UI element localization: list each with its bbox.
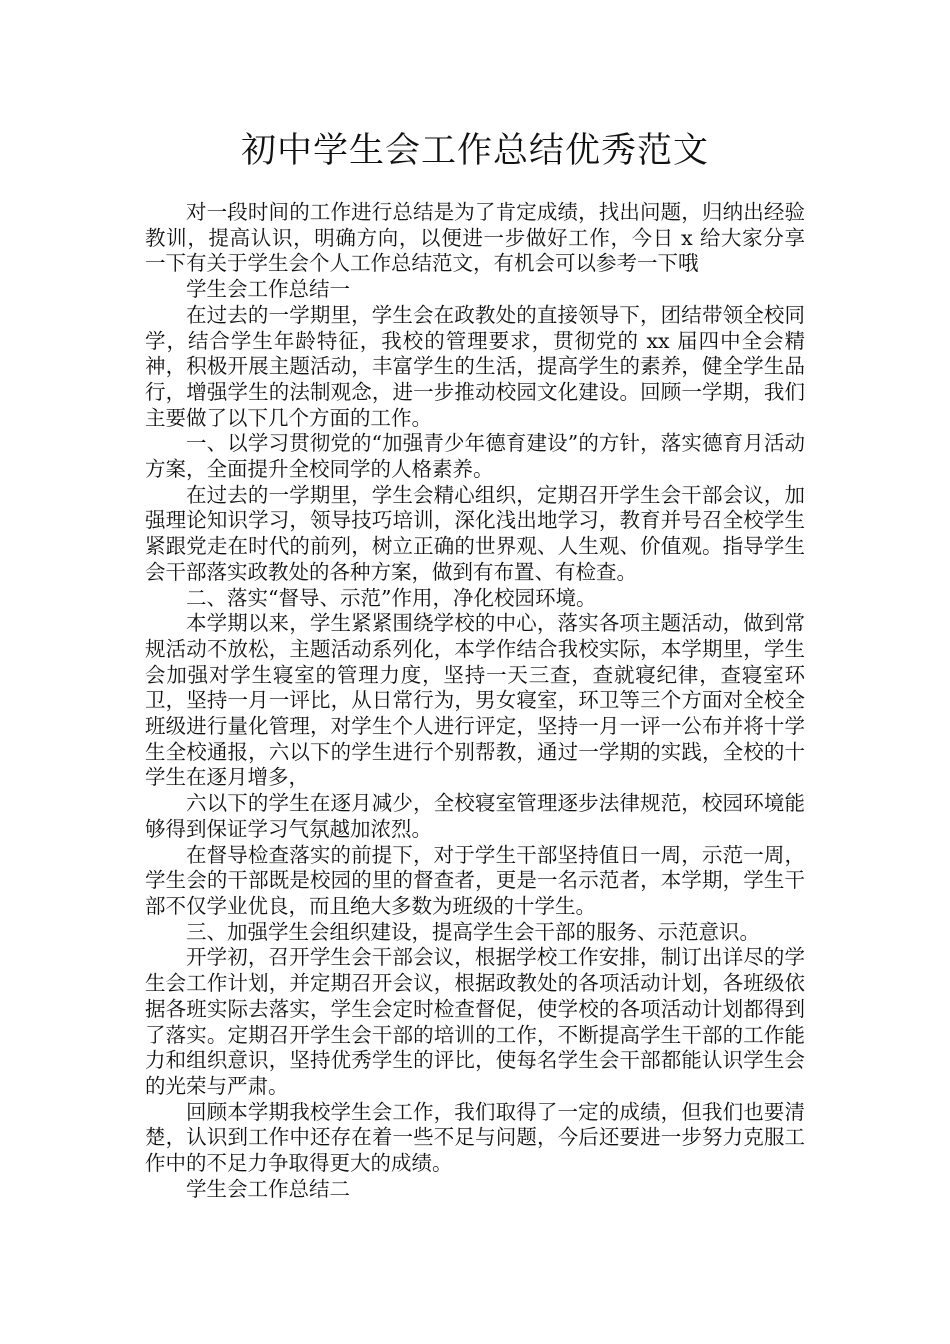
paragraph: 本学期以来，学生紧紧围绕学校的中心，落实各项主题活动，做到常规活动不放松，主题活动系列化，本学作结合我校实际，本学期里，学生会加强对学生寝室的管理力度，坚持一天三查，查就寝纪律，查寝室环卫，坚持一月一评比，从日常行为，男女寝室，环卫等三个方面对全校全班级进行量化管理，对学生个人进行评定，坚持一月一评一公布并将十学生全校通报，六以下的学生进行个别帮教，通过一学期的实践，全校的十学生在逐月增多，: [145, 611, 805, 790]
paragraph-review: 回顾本学期我校学生会工作，我们取得了一定的成绩，但我们也要清楚，认识到工作中还存在着一些不足与问题，今后还要进一步努力克服工作中的不足力争取得更大的成绩。: [145, 1099, 805, 1176]
paragraph: 开学初，召开学生会干部会议，根据学校工作安排，制订出详尽的学生会工作计划，并定期召开会议，根据政教处的各项活动计划，各班级依据各班实际去落实，学生会定时检查督促，使学校的各项活动计划都得到了落实。定期召开学生会干部的培训的工作，不断提高学生干部的工作能力和组织意识，坚持优秀学生的评比，使每名学生会干部都能认识学生会的光荣与严肃。: [145, 945, 805, 1098]
document-title: 初中学生会工作总结优秀范文: [240, 131, 709, 171]
section-heading-summary-two: 学生会工作总结二: [186, 1176, 350, 1201]
paragraph-intro: 对一段时间的工作进行总结是为了肯定成绩，找出问题，归纳出经验教训，提高认识，明确方向，以便进一步做好工作，今日 x 给大家分享一下有关于学生会个人工作总结范文，有机会可以参考一下哦: [145, 200, 805, 276]
section-heading-summary-one: 学生会工作总结一: [186, 277, 350, 302]
section-heading-3: 三、加强学生会组织建设，提高学生会干部的服务、示范意识。: [186, 919, 760, 944]
paragraph: 六以下的学生在逐月减少，全校寝室管理逐步法律规范，校园环境能够得到保证学习气氛越加浓烈。: [145, 791, 805, 841]
paragraph: 在过去的一学期里，学生会在政教处的直接领导下，团结带领全校同学，结合学生年龄特征，我校的管理要求，贯彻党的 xx 届四中全会精神，积极开展主题活动，丰富学生的生活，提高学生的素养，健全学生品行，增强学生的法制观念，进一步推动校园文化建设。回顾一学期，我们主要做了以下几个方面的工作。: [145, 302, 805, 430]
document-body: [145, 200, 805, 1202]
paragraph: 在督导检查落实的前提下，对于学生干部坚持值日一周，示范一周，学生会的干部既是校园的里的督查者，更是一名示范者，本学期，学生干部不仅学业优良，而且绝大多数为班级的十学生。: [145, 842, 805, 918]
section-heading-1: 一、以学习贯彻党的“加强青少年德育建设”的方针，落实德育月活动方案，全面提升全校同学的人格素养。: [145, 431, 805, 482]
section-heading-2: 二、落实“督导、示范”作用，净化校园环境。: [186, 585, 597, 610]
paragraph: 在过去的一学期里，学生会精心组织，定期召开学生会干部会议，加强理论知识学习，领导技巧培训，深化浅出地学习，教育并号召全校学生紧跟党走在时代的前列，树立正确的世界观、人生观、价值观。指导学生会干部落实政教处的各种方案，做到有布置、有检查。: [145, 482, 805, 584]
